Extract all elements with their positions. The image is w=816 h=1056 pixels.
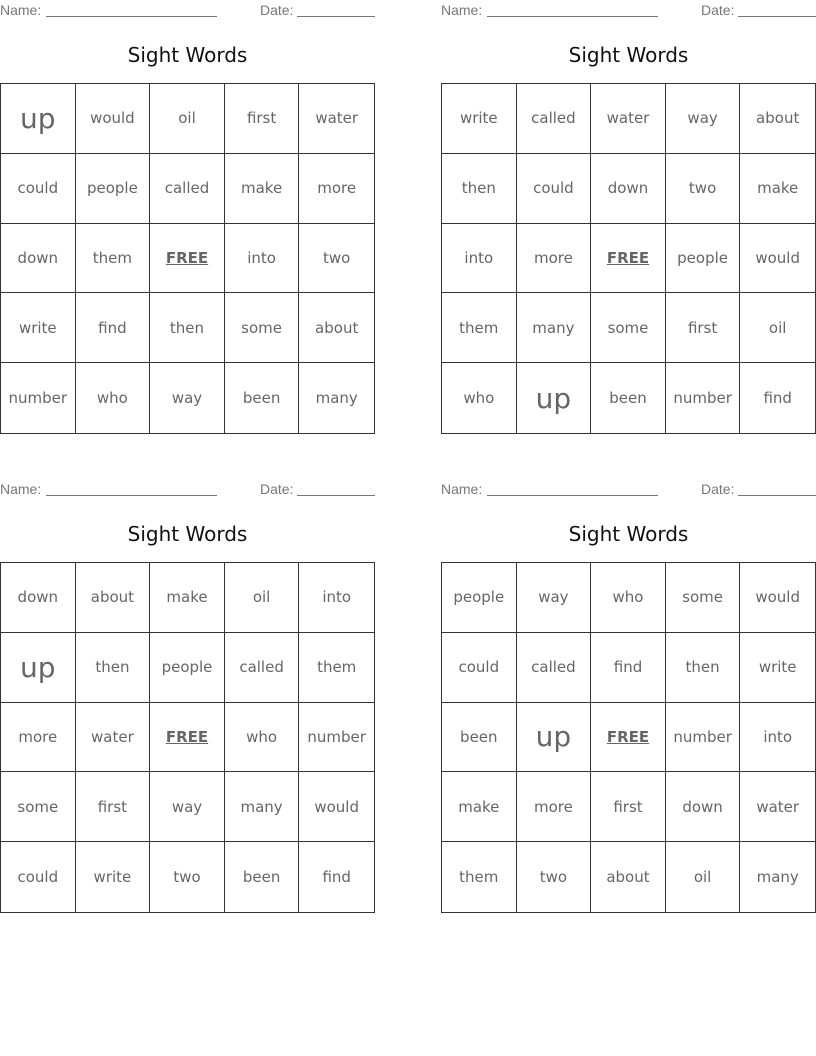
word-cell: many bbox=[315, 389, 358, 408]
word-cell: been bbox=[225, 842, 300, 912]
word-cell: would bbox=[76, 84, 151, 154]
word-cell: more bbox=[517, 224, 592, 294]
word-cell: some bbox=[1, 772, 76, 842]
word-cell: into bbox=[299, 563, 374, 633]
word-cell: people bbox=[150, 633, 225, 703]
word-cell: people bbox=[666, 224, 741, 294]
word-cell: write bbox=[442, 84, 517, 154]
word-cell: been bbox=[591, 363, 666, 433]
bingo-grid bbox=[441, 83, 816, 434]
word-cell: who bbox=[591, 563, 666, 633]
name-line[interactable] bbox=[46, 16, 217, 17]
word-cell: water bbox=[591, 84, 666, 154]
word-cell: called bbox=[225, 633, 300, 703]
word-cell: up bbox=[517, 363, 592, 433]
word-cell: who bbox=[225, 703, 300, 773]
word-cell: could bbox=[1, 154, 76, 224]
date-label: Date: bbox=[701, 481, 735, 497]
name-line[interactable] bbox=[46, 495, 217, 496]
word-cell: many bbox=[756, 868, 799, 887]
word-cell: then bbox=[666, 633, 741, 703]
word-cell: way bbox=[666, 84, 741, 154]
word-cell: oil bbox=[666, 842, 741, 912]
word-cell: could bbox=[442, 633, 517, 703]
word-cell: about bbox=[740, 84, 815, 154]
word-cell: find bbox=[76, 293, 151, 363]
date-line[interactable] bbox=[297, 16, 375, 17]
date-line[interactable] bbox=[297, 495, 375, 496]
name-label: Name: bbox=[0, 481, 42, 497]
bingo-card-4 bbox=[441, 479, 816, 913]
date-line[interactable] bbox=[738, 495, 816, 496]
word-cell: way bbox=[517, 563, 592, 633]
word-cell: into bbox=[442, 224, 517, 294]
word-cell: make bbox=[740, 154, 815, 224]
bingo-grid bbox=[441, 562, 816, 913]
word-cell: more bbox=[299, 154, 374, 224]
card-header bbox=[441, 481, 816, 499]
word-cell: down bbox=[666, 772, 741, 842]
word-cell: way bbox=[150, 772, 225, 842]
word-cell: people bbox=[442, 563, 517, 633]
word-cell: two bbox=[150, 842, 225, 912]
word-cell: write bbox=[740, 633, 815, 703]
word-cell: them bbox=[442, 293, 517, 363]
word-cell: number bbox=[1, 363, 76, 433]
word-cell: oil bbox=[150, 84, 225, 154]
card-title: Sight Words bbox=[127, 43, 248, 67]
card-header bbox=[441, 2, 816, 20]
word-cell: water bbox=[76, 703, 151, 773]
bingo-card-2 bbox=[441, 0, 816, 434]
word-cell: about bbox=[299, 293, 374, 363]
card-header bbox=[0, 481, 375, 499]
word-cell: number bbox=[666, 363, 741, 433]
word-cell: up bbox=[517, 703, 592, 773]
word-cell: would bbox=[299, 772, 374, 842]
word-cell: find bbox=[591, 633, 666, 703]
word-cell: then bbox=[76, 633, 151, 703]
word-cell: first bbox=[225, 84, 300, 154]
word-cell: then bbox=[150, 293, 225, 363]
date-label: Date: bbox=[260, 2, 294, 18]
card-title: Sight Words bbox=[127, 522, 248, 546]
word-cell: down bbox=[1, 224, 76, 294]
card-title: Sight Words bbox=[568, 522, 689, 546]
word-cell: who bbox=[76, 363, 151, 433]
word-cell: called bbox=[150, 154, 225, 224]
word-cell: many bbox=[225, 772, 300, 842]
word-cell: called bbox=[517, 84, 592, 154]
word-cell: many bbox=[517, 293, 592, 363]
word-cell: oil bbox=[225, 563, 300, 633]
word-cell: more bbox=[1, 703, 76, 773]
bingo-card-1 bbox=[0, 0, 375, 434]
word-cell: them bbox=[442, 842, 517, 912]
word-cell: first bbox=[591, 772, 666, 842]
word-cell: water bbox=[299, 84, 374, 154]
word-cell: some bbox=[591, 293, 666, 363]
word-cell: two bbox=[299, 224, 374, 294]
card-header bbox=[0, 2, 375, 20]
word-cell: been bbox=[442, 703, 517, 773]
word-cell: then bbox=[442, 154, 517, 224]
word-cell: into bbox=[740, 703, 815, 773]
bingo-grid bbox=[0, 562, 375, 913]
word-cell: find bbox=[322, 868, 351, 887]
name-label: Name: bbox=[441, 481, 483, 497]
word-cell: make bbox=[442, 772, 517, 842]
word-cell: could bbox=[1, 842, 76, 912]
card-title: Sight Words bbox=[568, 43, 689, 67]
date-label: Date: bbox=[701, 2, 735, 18]
free-space-cell: FREE bbox=[591, 703, 666, 773]
word-cell: could bbox=[517, 154, 592, 224]
word-cell: down bbox=[1, 563, 76, 633]
date-label: Date: bbox=[260, 481, 294, 497]
word-cell: about bbox=[76, 563, 151, 633]
word-cell: them bbox=[76, 224, 151, 294]
word-cell: been bbox=[225, 363, 300, 433]
date-line[interactable] bbox=[738, 16, 816, 17]
word-cell: people bbox=[76, 154, 151, 224]
word-cell: make bbox=[225, 154, 300, 224]
word-cell: them bbox=[299, 633, 374, 703]
word-cell: first bbox=[76, 772, 151, 842]
free-space-cell: FREE bbox=[591, 224, 666, 294]
word-cell: two bbox=[666, 154, 741, 224]
word-cell: more bbox=[517, 772, 592, 842]
word-cell: two bbox=[517, 842, 592, 912]
name-label: Name: bbox=[0, 2, 42, 18]
bingo-grid bbox=[0, 83, 375, 434]
free-space-cell: FREE bbox=[150, 224, 225, 294]
name-line[interactable] bbox=[487, 495, 658, 496]
word-cell: up bbox=[1, 633, 76, 703]
word-cell: number bbox=[666, 703, 741, 773]
word-cell: would bbox=[740, 224, 815, 294]
word-cell: oil bbox=[740, 293, 815, 363]
word-cell: number bbox=[299, 703, 374, 773]
free-space-cell: FREE bbox=[150, 703, 225, 773]
word-cell: into bbox=[225, 224, 300, 294]
word-cell: up bbox=[1, 84, 76, 154]
word-cell: called bbox=[517, 633, 592, 703]
word-cell: first bbox=[666, 293, 741, 363]
word-cell: down bbox=[591, 154, 666, 224]
word-cell: make bbox=[150, 563, 225, 633]
word-cell: write bbox=[1, 293, 76, 363]
word-cell: way bbox=[150, 363, 225, 433]
word-cell: who bbox=[442, 363, 517, 433]
word-cell: some bbox=[225, 293, 300, 363]
word-cell: water bbox=[740, 772, 815, 842]
word-cell: write bbox=[76, 842, 151, 912]
word-cell: find bbox=[763, 389, 792, 408]
name-label: Name: bbox=[441, 2, 483, 18]
word-cell: about bbox=[591, 842, 666, 912]
word-cell: would bbox=[740, 563, 815, 633]
name-line[interactable] bbox=[487, 16, 658, 17]
bingo-card-3 bbox=[0, 479, 375, 913]
word-cell: some bbox=[666, 563, 741, 633]
